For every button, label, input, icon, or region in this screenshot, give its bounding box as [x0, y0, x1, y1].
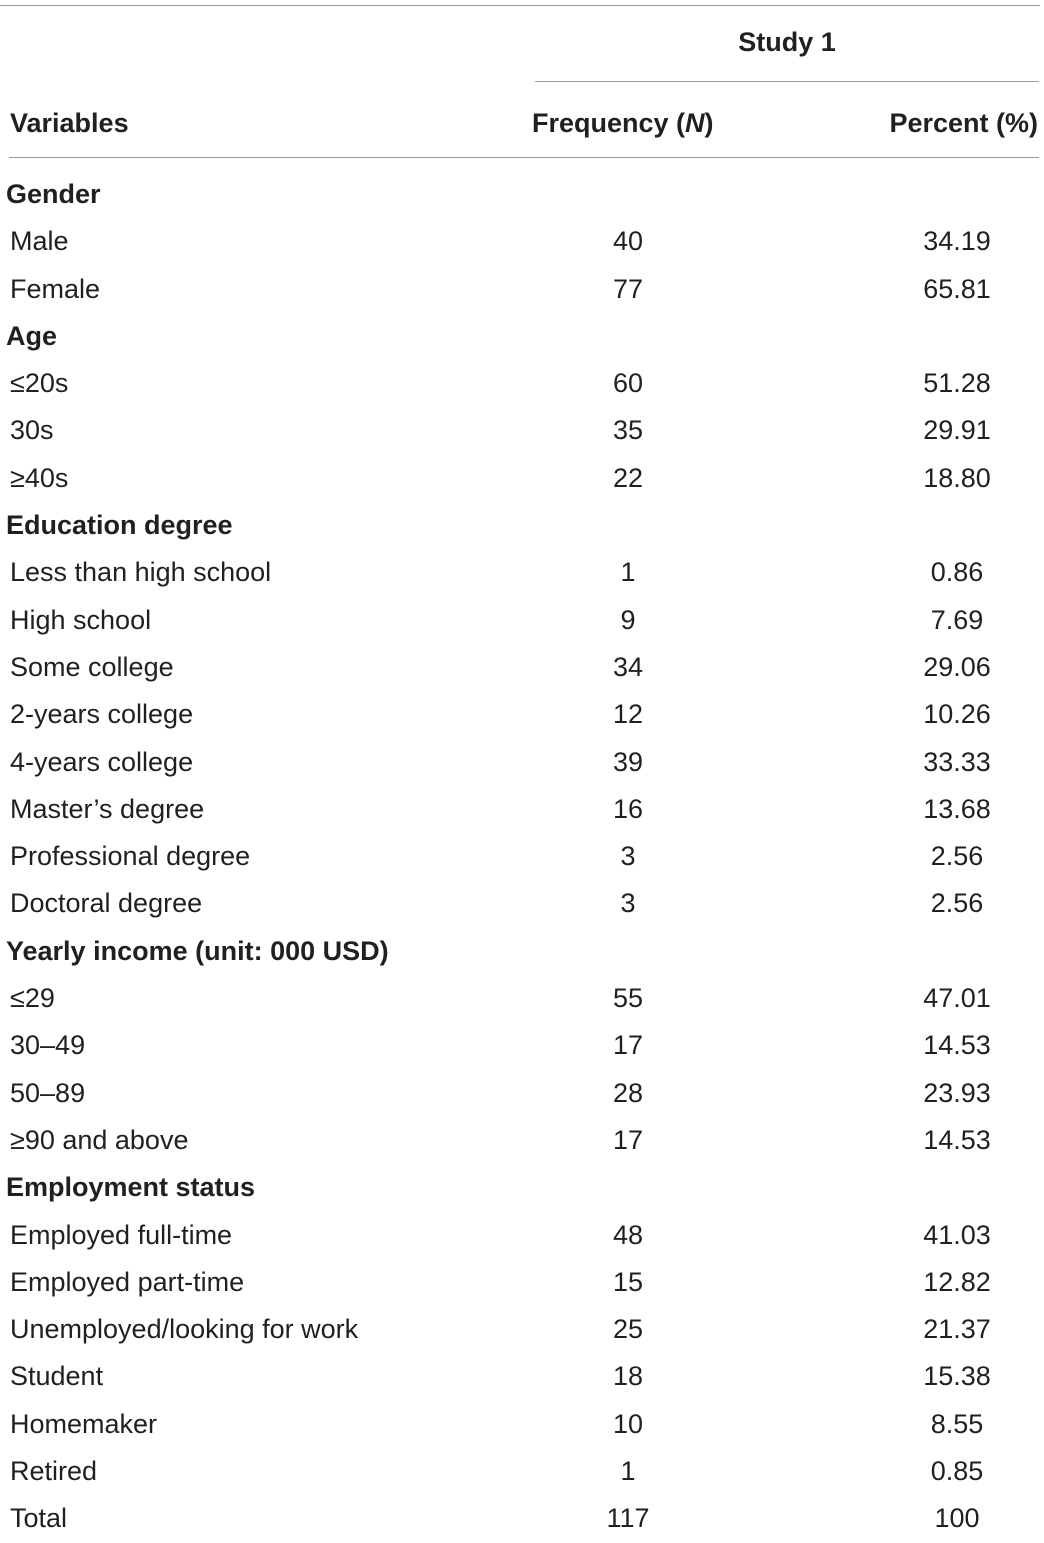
frequency-cell: 3	[620, 888, 636, 919]
variable-label: Total	[10, 1503, 68, 1534]
percent-cell: 41.03	[923, 1219, 991, 1250]
percent-cell: 29.91	[923, 415, 991, 446]
table-row	[0, 218, 1044, 265]
frequency-cell: 1	[620, 1456, 636, 1487]
frequency-cell: 3	[620, 841, 636, 872]
table-row	[0, 1259, 1044, 1306]
table-row	[0, 880, 1044, 927]
section-label: Yearly income (unit: 000 USD)	[6, 935, 389, 966]
percent-cell: 65.81	[923, 273, 991, 304]
table-row	[0, 975, 1044, 1022]
frequency-cell: 39	[612, 746, 644, 777]
frequency-cell: 25	[612, 1314, 644, 1345]
table-row	[0, 1212, 1044, 1259]
table-row	[0, 1117, 1044, 1164]
frequency-cell: 77	[612, 273, 644, 304]
percent-cell: 18.80	[923, 462, 991, 493]
percent-cell: 0.85	[930, 1456, 984, 1487]
frequency-cell: 35	[612, 415, 644, 446]
header-frequency-n: N	[685, 108, 705, 138]
table-top-rule	[0, 5, 1040, 6]
header-frequency-prefix: Frequency (	[532, 108, 686, 138]
header-rule	[9, 157, 1039, 158]
variable-label: Male	[10, 226, 69, 257]
percent-cell: 2.56	[930, 888, 984, 919]
percent-cell: 10.26	[923, 699, 991, 730]
variable-label: Professional degree	[10, 841, 251, 872]
frequency-cell: 18	[612, 1361, 644, 1392]
percent-cell: 8.55	[930, 1408, 984, 1439]
frequency-cell: 10	[612, 1408, 644, 1439]
frequency-cell: 9	[620, 604, 636, 635]
frequency-cell: 55	[612, 983, 644, 1014]
table-row	[0, 360, 1044, 407]
variable-label: Less than high school	[10, 557, 272, 588]
table-row	[0, 1495, 1044, 1542]
header-percent: Percent (%)	[889, 108, 1038, 138]
variable-label: 30–49	[10, 1030, 86, 1061]
table-row	[0, 549, 1044, 596]
header-variables: Variables	[10, 108, 129, 138]
percent-cell: 100	[934, 1503, 980, 1534]
variable-label: 4-years college	[10, 746, 194, 777]
table-row	[0, 786, 1044, 833]
frequency-cell: 17	[612, 1124, 644, 1155]
variable-label: Employed full-time	[10, 1219, 233, 1250]
variable-label: Some college	[10, 651, 174, 682]
variable-label: Homemaker	[10, 1408, 158, 1439]
table-row	[0, 407, 1044, 454]
variable-label: ≥90 and above	[10, 1124, 189, 1155]
variable-label: ≤29	[10, 983, 55, 1014]
header-frequency	[532, 105, 714, 141]
frequency-cell: 60	[612, 368, 644, 399]
section-heading-row	[0, 1164, 1044, 1211]
table-row	[0, 1070, 1044, 1117]
variable-label: Doctoral degree	[10, 888, 203, 919]
percent-cell: 0.86	[930, 557, 984, 588]
table-row	[0, 739, 1044, 786]
variable-label: 30s	[10, 415, 54, 446]
frequency-cell: 16	[612, 793, 644, 824]
frequency-cell: 1	[620, 557, 636, 588]
variable-label: ≤20s	[10, 368, 69, 399]
table-row	[0, 266, 1044, 313]
section-heading-row	[0, 313, 1044, 360]
percent-cell: 23.93	[923, 1077, 991, 1108]
frequency-cell: 40	[612, 226, 644, 257]
header-frequency-suffix: )	[704, 108, 714, 138]
section-heading-row	[0, 171, 1044, 218]
percent-cell: 15.38	[923, 1361, 991, 1392]
percent-cell: 51.28	[923, 368, 991, 399]
frequency-cell: 15	[612, 1266, 644, 1297]
percent-cell: 34.19	[923, 226, 991, 257]
frequency-cell: 48	[612, 1219, 644, 1250]
table-row	[0, 1448, 1044, 1495]
percent-cell: 33.33	[923, 746, 991, 777]
frequency-cell: 12	[612, 699, 644, 730]
percent-cell: 29.06	[923, 651, 991, 682]
percent-cell: 47.01	[923, 983, 991, 1014]
variable-label: Retired	[10, 1456, 98, 1487]
variable-label: ≥40s	[10, 462, 69, 493]
percent-cell: 14.53	[923, 1030, 991, 1061]
variable-label: Employed part-time	[10, 1266, 245, 1297]
percent-cell: 14.53	[923, 1124, 991, 1155]
table-row	[0, 691, 1044, 738]
frequency-cell: 34	[612, 651, 644, 682]
frequency-cell: 17	[612, 1030, 644, 1061]
section-heading-row	[0, 502, 1044, 549]
table-row	[0, 1306, 1044, 1353]
frequency-cell: 117	[606, 1503, 650, 1534]
variable-label: 50–89	[10, 1077, 86, 1108]
study-title: Study 1	[738, 27, 836, 57]
table-row	[0, 644, 1044, 691]
variable-label: High school	[10, 604, 152, 635]
table-row	[0, 597, 1044, 644]
table-row	[0, 1401, 1044, 1448]
study-span-rule	[535, 81, 1039, 82]
section-label: Employment status	[6, 1172, 256, 1203]
section-label: Gender	[6, 179, 101, 209]
variable-label: Master’s degree	[10, 793, 205, 824]
section-label: Age	[6, 320, 58, 351]
frequency-cell: 28	[612, 1077, 644, 1108]
frequency-cell: 22	[612, 462, 644, 493]
table-row	[0, 833, 1044, 880]
table-row	[0, 455, 1044, 502]
percent-cell: 2.56	[930, 841, 984, 872]
percent-cell: 21.37	[923, 1314, 991, 1345]
table-row	[0, 1353, 1044, 1400]
table-row	[0, 1022, 1044, 1069]
variable-label: Unemployed/looking for work	[10, 1314, 359, 1345]
variable-label: Student	[10, 1361, 104, 1392]
percent-cell: 7.69	[930, 604, 984, 635]
percent-cell: 12.82	[923, 1266, 991, 1297]
section-label: Education degree	[6, 510, 233, 541]
variable-label: Female	[10, 273, 101, 304]
section-heading-row	[0, 928, 1044, 975]
variable-label: 2-years college	[10, 699, 194, 730]
percent-cell: 13.68	[923, 793, 991, 824]
table-body	[0, 171, 1044, 1543]
